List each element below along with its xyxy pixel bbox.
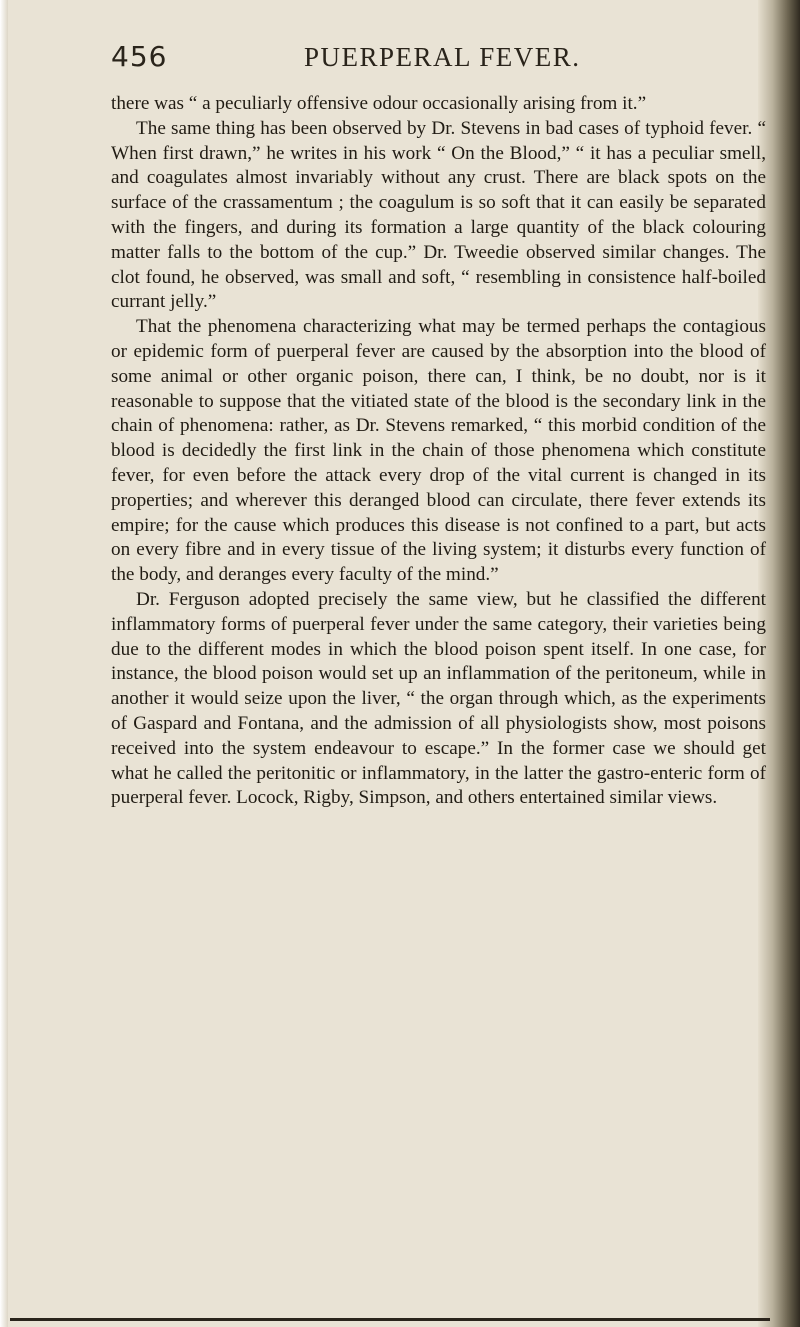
paragraph-blood-poison: That the phenomena characterizing what may be termed perhaps the contagious or epidemic form of puerperal fever are caused by the absorption into the blood of some animal or other organic poison, there can, I think, be no doubt, nor is it reasonable to suppose that the vitiated state of the blood is the secondary link in the chain of phenomena: rather, as Dr. Stevens remarked, “ this morbid condition of the blood is decidedly the first link in the chain of those phenomena which constitute fever, for even before the attack every drop of the vital current is changed in its properties; and wherever this deranged blood can circulate, there fever extends its empire; for the cause which produces this disease is not confined to a part, but acts on every fibre and in every tissue of the living system; it disturbs every function of the body, and deranges every faculty of the mind.” [111, 316, 766, 586]
page-bottom-edge [10, 1318, 770, 1321]
running-title: PUERPERAL FEVER. [304, 42, 581, 72]
paragraph-stevens-typhoid: The same thing has been observed by Dr. Stevens in bad cases of typhoid fever. “ When first drawn,” he writes in his work “ On the Blood,” “ it has a peculiar smell, and coagulates almost invariably without any crust. There are black spots on the surface of the crassamentum ; the coagulum is so soft that it can easily be separated with the fingers, and during its formation a large quantity of the black colouring matter falls to the bottom of the cup.” Dr. Tweedie observed similar changes. The clot found, he observed, was small and soft, “ resembling in consistence half-boiled currant jelly.” [111, 117, 766, 313]
page-number: 456 [111, 40, 168, 73]
body-text [111, 92, 766, 811]
paragraph-ferguson: Dr. Ferguson adopted precisely the same view, but he classified the different inflammatory forms of puerperal fever under the same category, their varieties being due to the different modes in which the blood poison spent itself. In one case, for instance, the blood poison would set up an inflammation of the peritoneum, while in another it would seize upon the liver, “ the organ through which, as the experiments of Gaspard and Fontana, and the admission of all physiologists show, most poisons received into the system endeavour to escape.” In the former case we should get what he called the peritonitic or inflammatory, in the latter the gastro-enteric form of puerperal fever. Locock, Rigby, Simpson, and others entertained similar views. [111, 588, 766, 809]
page-left-edge [0, 0, 8, 1327]
paragraph-continued: there was “ a peculiarly offensive odour occasionally arising from it.” [111, 93, 647, 114]
page-header [111, 40, 761, 80]
